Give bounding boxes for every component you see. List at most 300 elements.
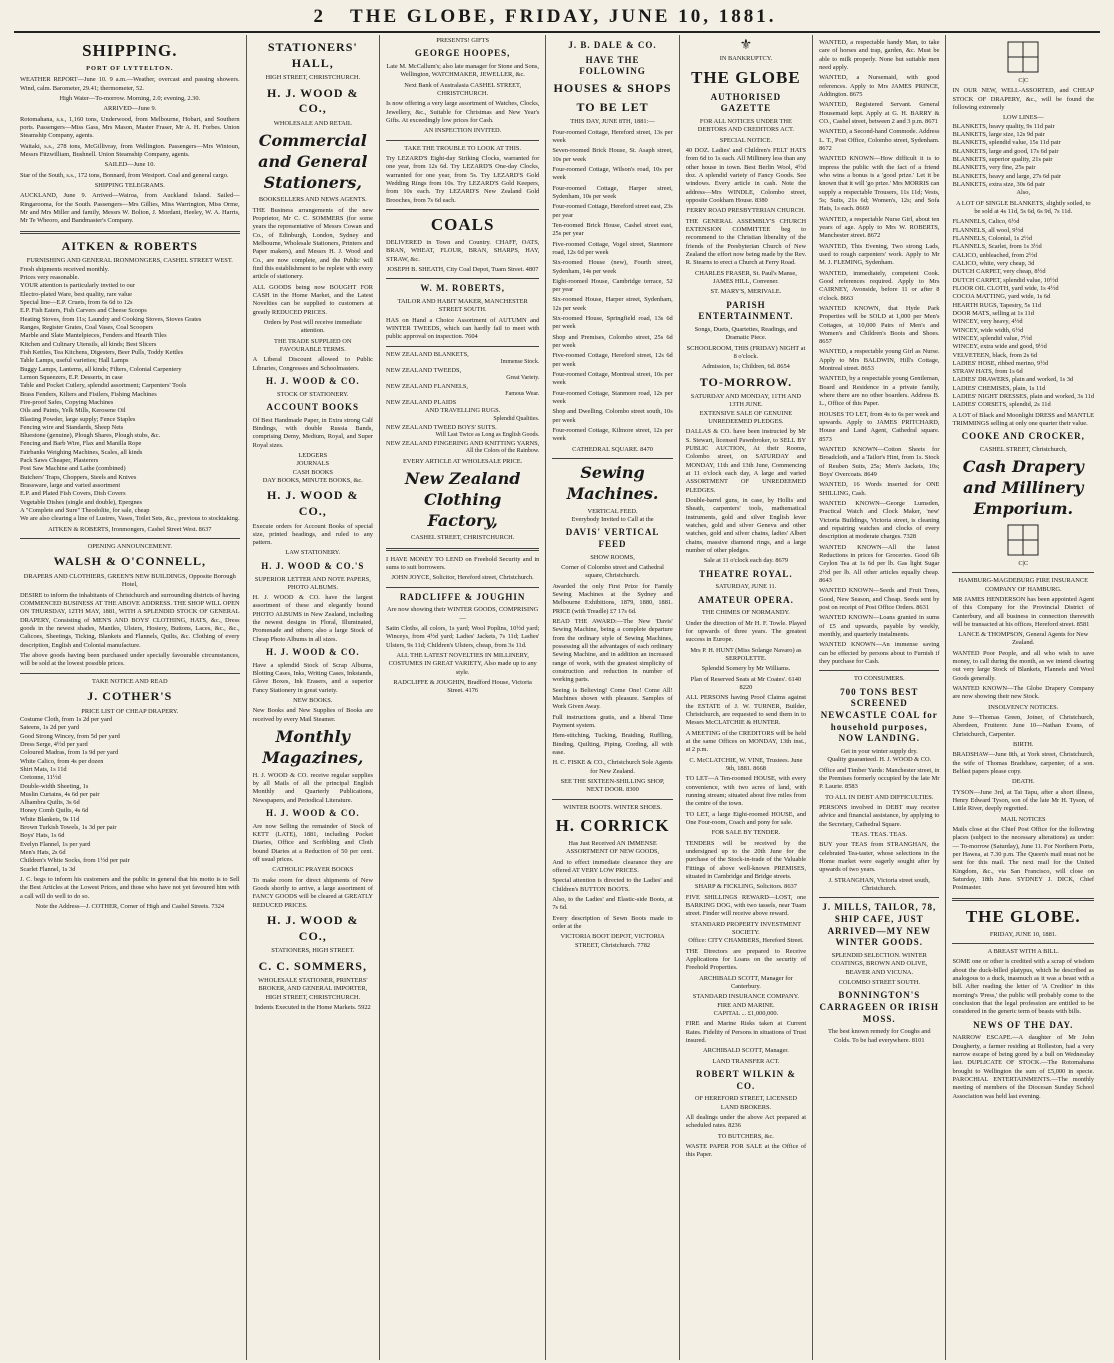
to-let-1: TO LET—A Ten-roomed HOUSE, with every convenience, with two acres of land, with running stream; situated about five miles from the centre of the town. (685, 775, 807, 808)
cother-line: Boys' Hats, 1s 6d (20, 832, 65, 840)
price-line: LADIES' HOSE, ribbed merino, 9½d (952, 359, 1049, 367)
price-line: FLANNELS, Scarlet, from 1s 3½d (952, 243, 1042, 251)
price-line: FLANNELS, Colonial, 1s 2½d (952, 234, 1032, 242)
cother-line: Evelyn Flannel, 1s per yard (20, 840, 91, 848)
mills-body: SPLENDID SELECTION. WINTER COATINGS, BROWN AND OLIVE, BEAVER AND VICUNA. (831, 952, 928, 976)
classified-ad: WANTED KNOWN, that Hyde Park Properties will be SOLD at 1,000 per Men's Cottages, at 10,000 Pairs of Men's and Women's and Children's Boots and Shoes. 8657 (819, 304, 940, 346)
account-body: Of Best Handmade Paper, in Extra strong Calf Bindings, with double Russia Bands, comprising Demy, Medium, Royal, and Super Royal sizes. (252, 416, 373, 449)
notices: FOR ALL NOTICES UNDER THE DEBTORS AND CREDITORS ACT. (697, 117, 795, 134)
column-4 (546, 35, 679, 1360)
stock-heading: STOCK OF STATIONERY. (277, 390, 349, 398)
cooke-sub: CASHEL STREET, Christchurch, (979, 446, 1067, 454)
classified-ad: WANTED, This Evening, Two strong Lads, used to rough carpenters' work. Apply to Mr M. J. FLEMING, Sydenham. (819, 242, 940, 267)
price-line: WINCEY, extra wide and good, 9½d (952, 343, 1047, 351)
davis-award: READ THE AWARD:—The New 'Davis' Sewing Machine, being a complete departure from the ordinary style of Sewing Machines, possessing all the advantages of each ordinary Sewing Machine, and in addition an increased range of work, with the greatest simplicity of construction and reduction in number of working parts. (552, 617, 673, 684)
aitken-heading: AITKEN & ROBERTS (61, 238, 198, 253)
nz-boys: NEW ZEALAND TWEED BOYS' SUITS. (385, 423, 497, 431)
lance-sign: LANCE & THOMPSON, General Agents for New Zealand. (958, 631, 1089, 647)
globe-heading: THE GLOBE (691, 67, 801, 87)
bonnington-heading: BONNINGTON'S CARRAGEEN OR IRISH MOSS. (819, 990, 940, 1024)
aitken-line: Kitchen and Culinary Utensils, all kinds; Best Slicers (20, 340, 157, 348)
house-item: Five-roomed Cottage, Vogel street, Stanmore road, 12s 6d per week (552, 240, 673, 256)
wood-body-6: Are now Selling the remainder of Stock of KETT (LATE), 1881, including Pocket Diaries, Office and Scribbling and Cloth bound Diaries at a Reduction of 50 per cent. off usual prices. (252, 822, 373, 864)
house-item: Four-roomed Cottage, Hereford street, 13s per week (552, 128, 673, 144)
this-day: THIS DAY, JUNE 8TH, 1881:— (570, 118, 655, 126)
wood-heading-5: H. J. WOOD & CO. (265, 647, 360, 658)
arrived-1: Rotomahana, s.s., 1,160 tons, Underwood, from Melbourne, Hobart, and Southern ports. Passengers—Miss Gass, Mrs Mason, Master Fraser, Mr A. H. Forbes. Union Steamship Company, agents. (20, 115, 240, 140)
fiske-sign: H. C. FISKE & CO., Christchurch Sole Agents for New Zealand. (552, 759, 673, 775)
aitken-footer: AITKEN & ROBERTS, Ironmongers, Cashel Street West. 8637 (48, 525, 212, 533)
globe-editorial: THE GLOBE. (965, 906, 1081, 926)
price-line: BLANKETS, large and good, 17s 6d pair (952, 147, 1059, 155)
stationers-hall: STATIONERS' HALL, (267, 40, 358, 70)
classified-ad: WANTED, a respectable Nurse Girl, about ten years of age. Apply to Mrs W. ROBERTS, Manchester street. 8672 (819, 215, 940, 240)
new-stock-intro: IN OUR NEW, WELL-ASSORTED, and CHEAP STOCK OF DRAPERY, &c., will be found the following extremely (952, 87, 1095, 111)
price-line: FLANNELS, all wool, 9½d (952, 226, 1024, 234)
price-line: BLANKETS, very fine, 25s pair (952, 164, 1036, 172)
hoopes-inspect: AN INSPECTION INVITED. (424, 127, 502, 135)
sommers-sub: WHOLESALE STATIONER, PRINTERS' BROKER, AND GENERAL IMPORTER, HIGH STREET, CHRISTCHURCH. (258, 977, 368, 1001)
house-item: Four-roomed Cottage, Wilson's road, 10s per week (552, 165, 673, 182)
cother-footer: J. C. begs to inform his customers and the public in general that his motto is to Sell the Best Articles at the Lowest Prices, and those who have not yet favoured him with a call will do well to do so. (20, 876, 240, 900)
teas-body: BUY your TEAS from STRANGHAN, the celebrated Tea-taster, whose selections in the Home market were eagerly sought after by upwards of two years. (819, 841, 940, 874)
news-heading: NEWS OF THE DAY. (973, 1019, 1074, 1030)
mail-heading: MAIL NOTICES (1000, 815, 1046, 823)
factory-sub: CASHEL STREET, CHRISTCHURCH. (410, 534, 515, 542)
nz-yarns-note: All the Colors of the Rainbow. (465, 447, 540, 454)
price-line: DOOR MATS, selling at 1s 11d (952, 309, 1034, 317)
aitken-line: Fish Kettles, Tea Kitchens, Digesters, Beer Pulls, Toddy Kettles (20, 348, 184, 356)
walsh-body: DESIRE to inform the inhabitants of Christchurch and surrounding districts of having COMMENCED BUSINESS AT THE ABOVE ADDRESS. THE SHOP WILL OPEN ON THURSDAY, 12TH MAY, 1881, WITH A SPLENDID STOCK OF GENERAL DRAPERY, Consisting of MEN'S AND BOYS' CLOTHING, HATS, &c., Dress goods in the newest shades, Mantles, Ulsters, Hosiery, Buttons, Laces, &c., &c., Calicoes, Sheetings, Ticking, Blankets and Flannels, Quilts, &c. Clothing of every description, English and Colonial manufacture. (20, 591, 240, 649)
wanted-globe: WANTED KNOWN—The Globe Drapery Company are now showing their new Stock. (952, 685, 1095, 701)
weather-report: WEATHER REPORT—June 10. 9 a.m.—Weather, overcast and passing showers. Wind, calm. Barometer, 29.41; thermometer, 52. (20, 76, 240, 92)
amateur-opera: AMATEUR OPERA. (697, 594, 794, 605)
wood-heading-6: H. J. WOOD & CO. (265, 808, 360, 819)
aitken-line: Blasting Powder, large supply; Fence Staples (20, 415, 136, 423)
price-line: CALICO, unbleached, from 2½d (952, 251, 1037, 259)
davis-addr: Corner of Colombo street and Cathedral square, Christchurch. (561, 564, 664, 580)
photo-body: H. J. WOOD & CO. have the largest assortment of these and elegantly bound PHOTO ALBUMS in New Zealand, including the newest designs in Floral, Illuminated, Promenade and others; also a large Stock of Cheap Photo Albums in all sizes. (252, 594, 373, 643)
blankets-list (952, 123, 1094, 190)
money-sign: JOHN JOYCE, Solicitor, Hereford street, Christchurch. (391, 574, 534, 582)
column-3 (380, 35, 546, 1360)
house-item: Six-roomed House, Springfield road, 13s 6d per week (552, 315, 673, 331)
cother-line: Good Strong Wincey, from 5d per yard (20, 732, 120, 740)
parish-body: Songs, Duets, Quartettes, Readings, and Dramatic Piece. (694, 325, 798, 342)
cother-line: Scarlet Flannel, 1s 3d (20, 865, 76, 873)
special-notice: SPECIAL NOTICE. (719, 136, 773, 144)
price-line: COCOA MATTING, yard wide, 1s 6d (952, 293, 1051, 301)
hamburg-body: MR JAMES HENDERSON has been appointed Agent of this Company for the Provincial District of Canterbury, and all business in connection therewith will be transacted at his offices, Hereford street. 8581 (952, 595, 1095, 628)
death-heading: DEATH. (1011, 778, 1035, 786)
aitken-line: Bluestone (genuine), Plough Shares, Plough stubs, &c. (20, 432, 161, 440)
teas-heading: TEAS. TEAS. TEAS. (851, 831, 908, 839)
cother-line: Sateens, 1s 2d per yard (20, 724, 80, 732)
aitken-line: Fairbanks Weighing Machines, Scales, all kinds (20, 448, 143, 456)
aitken-line: Buggy Lamps, Lanterns, all kinds; Filters, Colonial Carpentery (20, 365, 182, 373)
wood-body-3: Execute orders for Account Books of special size, printed headings, and ruled to any pattern. (252, 522, 373, 547)
cc-logo-icon (1007, 524, 1039, 556)
davis-heading: DAVIS' VERTICAL FEED (565, 527, 660, 549)
letter-papers: SUPERIOR LETTER AND NOTE PAPERS, (254, 575, 371, 583)
cother-line: Costume Cloth, from 1s 2d per yard (20, 715, 113, 723)
dallas-foot: Sale at 11 o'clock each day. 8679 (703, 557, 789, 565)
column-1 (14, 35, 247, 1360)
vertical-feed: VERTICAL FEED. (587, 507, 638, 515)
aitken-line: Fencing and Barb Wire, Flax and Manilla Rope (20, 440, 142, 448)
debt-body: PERSONS involved in DEBT may receive advice and financial assistance, by applying to the Secretary, Cathedral Square. (819, 804, 940, 828)
price-line: HEARTH RUGS, Tapestry, 5s 11d (952, 301, 1042, 309)
have-following: HAVE THE FOLLOWING (579, 54, 646, 77)
house-item: Four-roomed Cottage, Montreal street, 10s per week (552, 371, 673, 387)
stationers-addr: HIGH STREET, CHRISTCHURCH. (265, 74, 361, 82)
new-books: NEW BOOKS. (293, 697, 333, 705)
crest-icon: ⚜ (739, 38, 753, 53)
cother-notice: TAKE NOTICE AND READ (91, 677, 168, 685)
aitken-line: Heating Stoves, from 11s; Laundry and Cooking Stoves, Stoves Grates (20, 315, 202, 323)
presents: PRESENTS! GIFTS (436, 37, 490, 44)
wood-sub: WHOLESALE AND RETAIL (273, 119, 352, 127)
price-line: BLANKETS, splendid value, 15s 11d pair (952, 139, 1061, 147)
dallas-body: DALLAS & CO. have been instructed by Mr S. Stewart, licensed Pawnbroker, to SELL BY PUBLIC AUCTION, At their Rooms, Colombo street, on SATURDAY and MONDAY, 11th and 13th June, Commencing at 11 o'clock each day, A large and varied ASSORTMENT OF UNREDEEMED PLEDGES. (685, 428, 807, 494)
corrick-body: And to effect immediate clearance they are offered AT VERY LOW PRICES. (552, 858, 673, 874)
schoolroom: SCHOOLROOM, THIS (FRIDAY) NIGHT at 8 o'clock. (686, 344, 806, 360)
aitken-line: Fresh shipments received monthly. (20, 265, 110, 273)
price-line: LADIES' NIGHT DRESSES, plain and worked, 3s 11d (952, 393, 1095, 401)
invited: Everybody Invited to Call at the (571, 515, 654, 523)
arrived-2: Waitaki, s.s., 278 tons, McGillivray, from Wellington. Passengers—Mrs Wintoun, Messrs Fitzwilliam, Bushnell. Union Steamship Company, agents. (20, 142, 240, 159)
new-books-body: New Books and New Supplies of Books are received by every Mail Steamer. (252, 707, 373, 723)
fire-sign: ARCHIBALD SCOTT, Manager. (703, 1047, 789, 1055)
cother-sub: PRICE LIST OF CHEAP DRAPERY. (81, 707, 179, 715)
debt-heading: TO ALL IN DEBT AND DIFFICULTIES. (825, 793, 934, 801)
price-line: CALICO, white, very cheap, 3d (952, 259, 1035, 267)
wood-sub-7: STATIONERS, HIGH STREET. (271, 947, 355, 955)
davis-sub: SHOW ROOMS, (590, 553, 635, 561)
aitken-line: Post Saw Machine and Lathe (combined) (20, 465, 126, 473)
cother-line: Men's Hats, 2s 6d (20, 849, 66, 857)
price-line: LADIES' CHEMISES, plain, 1s 11d (952, 384, 1046, 392)
aitken-line: Butchers' Traps, Choppers, Steels and Knives (20, 473, 137, 481)
house-item: Seven-roomed Brick House, St. Asaph street, 10s per week (552, 147, 673, 163)
mrs-hunt: Mrs P. H. HUNT (Miss Solange Navaro) as SERPOLETTE. (690, 646, 802, 663)
telegrams: AUCKLAND, June 9. Arrived—Wairoa, from Auckland Island. Sailed—Ringarooma, for the South. Passengers—Mrs Gillies, Miss Warrington, Miss Orme, Mr and Mrs Miller and family, Messrs W. Bolton, J. Mordant, Heeley, W. A. Harris, Mr Te Wheoro, and Bandmaster's Company. (20, 192, 240, 225)
house-item: Shop and Premises, Colombo street, 25s 6d per week (552, 333, 673, 350)
corrick-repair: Every description of Sewn Boots made to order at the (552, 914, 673, 930)
cc-logo-icon (1007, 41, 1039, 73)
quality: Quality guaranteed. H. J. WOOD & CO. (827, 756, 932, 764)
page-number: 2 (313, 6, 327, 27)
dale-heading: J. B. DALE & CO. (568, 40, 657, 50)
theatre-date: SATURDAY, JUNE 11. (715, 583, 777, 591)
column-2 (247, 35, 380, 1360)
price-line: BLANKETS, heavy quality, 9s 11d pair (952, 122, 1055, 130)
plan: Plan of Reserved Seats at Mr Coates'. 6140 8220 (690, 675, 802, 692)
high-water: High Water—To-morrow. Morning, 2.0; evening, 2.30. (59, 95, 201, 103)
authorised-gazette: AUTHORISED GAZETTE (710, 91, 782, 114)
coals-body: DELIVERED in Town and Country. CHAFF, OATS, BRAN, WHEAT, FLOUR, BRAN, SHARPS, HAY, STRAW, &c. (385, 239, 540, 263)
chimes-body: Under the direction of Mr H. F. Towle. Played for upwards of three years. The greatest success in Europe. (685, 619, 807, 644)
classified-ad: WANTED, 16 Words inserted for ONE SHILLING, Cash. (819, 481, 940, 497)
meeting-notice: A MEETING of the CREDITORS will be held at the same Offices on MONDAY, 13th inst., at 2 p.m. (685, 729, 807, 754)
fire-body: FIRE and Marine Risks taken at Current Rates. Fidelity of Persons in situations of Trust insured. (685, 1020, 807, 1044)
wood-heading-4: H. J. WOOD & CO.'S (261, 560, 365, 571)
davis-list: Hem-stitching, Tucking, Braiding, Ruffling, Binding, Quilting, Piping, Cording, all with ease. (552, 732, 673, 756)
wood-discount: A Liberal Discount allowed to Public Libraries, Congresses and Schoolmasters. (252, 356, 373, 372)
cother-line: Children's White Socks, from 1½d per pair (20, 857, 130, 865)
cash-books: CASH BOOKS (292, 468, 333, 476)
low-lines: LOW LINES— (1002, 114, 1044, 122)
emporium: Cash Drapery and Millinery Emporium. (962, 457, 1084, 519)
column-5 (680, 35, 813, 1360)
classified-ad: WANTED, Registered Servant. General Housemaid kept. Apply at G. H. BARRY & CO., Cashel street, between 2 and 3 p.m. 8671 (819, 101, 940, 125)
house-item: Four-roomed Cottage, Kilmore street, 12s per week (552, 427, 673, 443)
tomorrow-heading: TO-MORROW. (699, 374, 793, 389)
nz-tweeds: NEW ZEALAND TWEEDS, (385, 366, 462, 374)
sewing-machines: Sewing Machines. (566, 463, 659, 503)
aitken-line: Fencing wire and Standards, Sheep Nets (20, 423, 124, 431)
cother-line: Muslin Curtains, 4s 6d per pair (20, 790, 100, 798)
wood-body-2: ALL GOODS being now BOUGHT FOR CASH in the Home Market, and the Latest Novelties can be supplied to customers at greatly REDUCED PRICES. (252, 283, 373, 316)
stranghan-sign: J. STRANGHAN, Victoria street south, Christchurch. (828, 876, 930, 892)
wood-heading-7: H. J. WOOD & CO., (267, 912, 359, 943)
walsh-sub: DRAPERS AND CLOTHIERS, GREEN'S NEW BUILDINGS, Opposite Borough Hotel, (23, 573, 236, 589)
day-books: DAY BOOKS, MINUTE BOOKS, &c. (262, 476, 363, 484)
trimmings: A LOT of Black and Moonlight DRESS and MANTLE TRIMMINGS selling at only one quarter their value. (952, 411, 1095, 428)
prayer-books: CATHOLIC PRAYER BOOKS (272, 866, 354, 874)
classified-ad: WANTED KNOWN—All the latest Reductions in prices for Groceries. Good 6lb Ceylon Tea at 1s 6d per lb. Gas light Sugar 2½d per lb. All other articles equally cheap. 8643 (819, 543, 940, 585)
classified-ad: WANTED, by a respectable young Gentleman, Board and Residence in a private family, where there are no other boarders. Address B. L., Office of this Paper. (819, 375, 940, 408)
stationers-script: Commercial and General Stationers, (258, 131, 368, 192)
price-line: WINCEY, splendid value, 7½d (952, 334, 1032, 342)
price-line: WINCEY, wide width, 6½d (952, 326, 1024, 334)
aitken-list (20, 266, 240, 524)
hoopes-addr: Next Bank of Australasia CASHEL STREET, CHRISTCHURCH. (404, 81, 522, 97)
davis-body: Awarded the only First Prize for Family Sewing Machines at the Sydney and Melbourne Exhibitions, 1879, 1880, 1881. PRICE (with Treadle) £7 17s 6d. (552, 582, 673, 615)
cother-list (20, 716, 240, 874)
aitken-line: We are also clearing a line of Lustres, Vases, Toilet Sets, &c., previous to stocktaking. (20, 515, 240, 523)
cother-line: Alhambra Quilts, 3s 6d (20, 799, 80, 807)
cother-line: White Calico, from 4s per dozen (20, 757, 104, 765)
aitken-line: E.P. Fish Eaters, Fish Carvers and Cheese Scoops (20, 307, 147, 315)
insolvency-heading: INSOLVENCY NOTICES. (988, 703, 1059, 711)
sale-tender: FOR SALE BY TENDER. (711, 829, 781, 837)
cother-line: Cretonne, 11½d (20, 774, 61, 782)
davis-seeing: Seeing is Believing! Come One! Come All! Machines shown with pleasure. Samples of Work Given Away. (552, 686, 673, 711)
house-item: Four-roomed Cottage, Harper street, Sydenham, 10s per week (552, 184, 673, 200)
to-be-let: TO BE LET (576, 99, 649, 114)
radcliffe-sub: Are now showing their WINTER GOODS, COMPRISING— (387, 606, 539, 622)
house-item: Five-roomed Cottage, Hereford street, 12s 6d per week (552, 352, 673, 368)
corrick-heading: H. CORRICK (555, 815, 670, 835)
house-item: Eight-roomed House, Cambridge terrace, 52 per year (552, 277, 673, 294)
house-item: Four-roomed Cottage, Hereford street east, 23s per year (552, 203, 673, 219)
to-let-2: TO LET, a large Eight-roomed HOUSE, and One Four-room, Coach and pony for sale. (685, 810, 807, 826)
cc-logo-text-2: C|C (1018, 559, 1029, 567)
classified-ad: HOUSES TO LET, from 4s to 6s per week and upwards. Apply to JAMES PRITCHARD, House and Land Agent, Cathedral square. 8573 (819, 410, 940, 443)
house-item: Six-roomed House (new), Fourth street, Sydenham, 14s per week (552, 259, 673, 275)
aitken-line: Marble and Slate Mantelpieces, Fenders and Hearth Tiles (20, 332, 167, 340)
classified-ad: WANTED KNOWN—Seeds and Fruit Trees, Good, New Season, and Cheap. Seeds sent by post on receipt of Post Office Orders. 8631 (819, 587, 940, 611)
birth-heading: BIRTH. (1013, 741, 1034, 749)
account-books: ACCOUNT BOOKS (266, 402, 360, 412)
aitken-line: YOUR attention is particularly invited to our (20, 282, 136, 290)
house-item: Shop and Dwelling, Colombo street south, 10s per week (552, 408, 673, 424)
house-item: Four-roomed Cottage, Stanmore road, 12s per week (552, 389, 673, 406)
aitken-line: Special line—E.P. Cruets, from 6s 6d to 12s (20, 298, 133, 306)
also: Also, (1016, 189, 1031, 197)
cother-line: Honey Comb Quilts, 4s 6d (20, 807, 89, 815)
classified-ad: WANTED KNOWN—An immense saving can be effected by persons about to Furnish if they purchase for Cash. (819, 641, 940, 665)
radcliffe-body: Satin Cloths, all colors, 1s yard; Wool Poplins, 10½d yard; Winceys, from 4½d yard; Ladies' Jackets, 7s 11d; Ladies' Ulsters, 9s 11d; Children's Ulsters, cheap, from 3s 11d. (385, 625, 540, 649)
wood-body-7: To make room for direct shipments of New Goods shortly to arrive, a large assortment of FANCY GOODS will be cleared at GREATLY REDUCED PRICES. (252, 876, 373, 909)
office-yards: Office and Timber Yards: Manchester street, in the Premises formerly occupied by the late Mr P. Laurie. 8583 (819, 766, 940, 791)
classified-ad: WANTED KNOWN—Loans granted in sums of £5 and upwards, payable by weekly, monthly, and quarterly instalments. (819, 614, 940, 638)
coal-700: 700 TONS BEST SCREENED NEWCASTLE COAL for household purposes, NOW LANDING. (820, 686, 938, 744)
walsh-heading: WALSH & O'CONNELL, (53, 554, 206, 569)
victoria-depot: VICTORIA BOOT DEPOT, VICTORIA STREET, Christchurch. 7782 (560, 933, 665, 949)
price-line: DUTCH CARPET, very cheap, 8½d (952, 268, 1046, 276)
arrived-heading: ARRIVED—June 9. (103, 105, 157, 113)
wood-trade: THE TRADE SUPPLIED ON FAVOURABLE TERMS. (274, 337, 352, 353)
aitken-line: Electro-plated Ware, best quality, rare value (20, 290, 132, 298)
classified-ad: WANTED, a Nursemaid, with good references. Apply to Mrs JAMES PRINCE, Addington. 8675 (819, 74, 940, 98)
nz-blankets-note: Immense Stock. (500, 359, 540, 365)
price-line: BLANKETS, large size, 12s 9d pair (952, 130, 1045, 138)
fire-marine: FIRE AND MARINE. (717, 1001, 775, 1009)
price-line: BLANKETS, superior quality, 21s pair (952, 155, 1053, 163)
sommers-heading: C. C. SOMMERS, (258, 958, 367, 973)
st-marys: ST. MARY'S, MERIVALE. (710, 288, 782, 296)
ferry-sign: CHARLES FRASER, St. Paul's Manse, JAMES HILL, Convener. (694, 269, 797, 285)
sale-sign: SHARP & FICKLING, Solicitors. 8637 (694, 883, 797, 891)
insurance-heading: STANDARD INSURANCE COMPANY. (692, 993, 799, 1001)
corrick-sub: Has Just Received AN IMMENSE ASSORTMENT OF NEW GOODS, (565, 839, 660, 856)
drapery-list (952, 218, 1094, 410)
monthly-body: H. J. WOOD & CO. receive regular supplies by all Mails of all the principal English Monthly and Quarterly Publications, Newspapers, and Periodical Literature. (252, 771, 373, 804)
radcliffe-sign: RADCLIFFE & JOUGHIN, Bradford House, Victoria Street. 4176 (393, 679, 532, 695)
price-line: WINCEY, very heavy, 4½d (952, 318, 1023, 326)
scenery: Splendid Scenery by Mr Williams. (701, 665, 791, 673)
admission: Admission, 1s; Children, 6d. 8654 (701, 363, 790, 371)
davis-full: Full instructions gratis, and a liberal Time Payment system. (552, 713, 673, 729)
lezard-body: Try LEZARD'S Eight-day Striking Clocks, warranted for one year, from 12s 6d. Try LEZARD'S One-day Clocks, warranted for one year, from 5s. Try LEZARD'S Gold Wedding Rings from 10s. Try LEZARD'S Gold Keepers, from 10s each. Try LEZARD'S New Zealand Gold Brooches, from 7s 6d each. (385, 154, 540, 204)
theatre-royal: THEATRE ROYAL. (699, 568, 793, 579)
wilkin-heading: ROBERT WILKIN & CO. (695, 1068, 796, 1091)
sale-body: TENDERS will be received by the undersigned up to the 20th June for the purchase of the Stock-in-trade of the Valuable Fittings of above well-known PREMISES, situated in Cambridge and Bridge streets. (685, 839, 807, 880)
telegrams-heading: SHIPPING TELEGRAMS. (94, 182, 165, 190)
standard-body: THE Directors are prepared to Receive Applications for Loans on the security of Freehold Properties. (685, 947, 807, 972)
wood-body-1: THE Business arrangements of the new Proprietor, Mr C. C. SOMMERS (for some years the representative of Messrs Cowan and Co., of Edinburgh, London, Sydney and Melbourne, Wholesale Stationers, Printers and Paper makers), and Messrs H. J. Wood and Co., are now complete, and the Public will find this establishment to be replete with every article of stationery. (252, 206, 373, 281)
factory-heading: New Zealand Clothing Factory, (404, 469, 521, 530)
news-body: NARROW ESCAPE.—A daughter of Mr John Dougherty, a farmer residing at Rolleston, had a very narrow escape of being gored by a bull on Wednesday last. DUPLICATE OF STOCK.—The Rotomahana brought to Wellington the sum of £5,000 in specie. PAROCHIAL ENTERTAINMENTS.—The monthly meeting of members of the Diocesan Sunday School Association was held last evening. (952, 1034, 1095, 1100)
wood-orders: Orders by Post will receive immediate attention. (263, 319, 362, 335)
winter-boots: WINTER BOOTS. WINTER SHOES. (563, 803, 662, 811)
cc-logo-text: C|C (1018, 77, 1029, 84)
land-transfer: LAND TRANSFER ACT. (712, 1057, 780, 1065)
hoopes-heading: GEORGE HOOPES, (414, 48, 511, 59)
mills-heading: J. MILLS, TAILOR, 78, SHIP CAFE, JUST ARRIVED—MY NEW WINTER GOODS. (822, 902, 937, 948)
wilkin-body: All dealings under the above Act prepared at scheduled rates. 8236 (685, 1113, 807, 1130)
radcliffe-heading: RADCLIFFE & JOUGHIN (399, 591, 526, 602)
classified-ad: WANTED KNOWN—Cotton Sheets for Broadcloth, and a Tailor's Hint, from 1s. Stock of Reuben Suits, 25s; Men's Jackets, 10s; Boys' Overcoats. 8649 (819, 446, 940, 479)
roberts-heading: W. M. ROBERTS, (420, 283, 505, 294)
classified-ad: WANTED KNOWN—George Lumsden, Practical Watch and Clock Maker, 'new' Victoria Buildings, Victoria street, is cleaning and repairing watches and clocks of every description at moderate charges. 7328 (819, 500, 940, 541)
wood-heading-3: H. J. WOOD & CO., (267, 488, 359, 518)
wood-heading: H. J. WOOD & CO., (267, 85, 359, 116)
aitken-line: Oils and Paints, Yelk Mills, Kerosene Oil (20, 407, 126, 415)
reward-notice: FIVE SHILLINGS REWARD—LOST, one BARKING DOG, with two tassels, near Tuam street. Finder will receive above reward. (685, 893, 807, 918)
ledgers: LEDGERS (298, 452, 328, 459)
single-blankets: A LOT OF SINGLE BLANKETS, slightly soiled, to be sold at 4s 11d, 5s 6d, 6s 9d, 7s 11d. (955, 199, 1091, 215)
special-body: 40 DOZ. Ladies' and Children's FELT HATS from 6d to 1s each. All Millinery less than any other house in town. Best Berlin Wool, 4½d doz. A splendid variety of Fancy Goods. See windows. Every article in cash. Note the address—Mrs WINDLE, Colombo street, opposite Cookham House. 8380 (685, 146, 807, 204)
cother-line: Shirt Mats, 1s 11d (20, 765, 67, 773)
shipping-sub: PORT OF LYTTELTON. (86, 65, 174, 73)
ferry-body: THE GENERAL ASSEMBLY'S CHURCH EXTENSION COMMITTEE beg to recommend to the Christian liberality of the friends of the Presbyterian Church of New Zealand the effort now being made by the Rev. R. Stearns to erect a Church at Ferry Road. (685, 217, 807, 267)
every-article: EVERY ARTICLE AT WHOLESALE PRICE. (402, 457, 523, 465)
cother-sign: Note the Address—J. COTHER, Corner of High and Cashel Streets. 7324 (35, 903, 225, 911)
bill-heading: A BREAST WITH A BILL. (987, 948, 1059, 956)
price-line: LADIES' CORSETS, splendid, 2s 11d (952, 401, 1051, 409)
price-line: DUTCH CARPET, splendid value, 10½d (952, 276, 1058, 284)
radcliffe-millinery: ALL THE LATEST NOVELTIES IN MILLINERY, COSTUMES IN GREAT VARIETY, Also made up to any style. (388, 652, 537, 676)
saturday-monday: SATURDAY AND MONDAY, 11TH AND 13TH JUNE. (690, 393, 802, 409)
cother-line: White Blankets, 9s 11d (20, 815, 80, 823)
standard-heading: STANDARD PROPERTY INVESTMENT SOCIETY. (690, 920, 802, 936)
winter-supply: Get in your winter supply dry. (840, 748, 918, 756)
wood-heading-2: H. J. WOOD & CO. (265, 375, 360, 386)
roberts-body: HAS on Hand a Choice Assortment of AUTUMN and WINTER TWEEDS, which can hardly fail to meet with public approval on inspection. 7604 (385, 316, 540, 341)
ferry-heading: FERRY ROAD PRESBYTERIAN CHURCH. (686, 207, 806, 215)
bill-body: SOME one or other is credited with a scrap of wisdom about the duck-billed platypus, which he described as analogous to a duck, inasmuch as it was a beast with a bill. After reading the letter of 'A Creditor' in this morning's 'Press,' the public will probably come to the conclusion that the legal profession are entitled to be considered in the generic term of beasts with bills. (952, 958, 1095, 1016)
sommers-indent: Indents Executed in the Home Markets. 5922 (254, 1004, 371, 1012)
photo-albums: PHOTO ALBUMS. (287, 583, 339, 591)
masthead-title: THE GLOBE, FRIDAY, JUNE 10, 1881. (350, 6, 777, 27)
aitken-line: Brassware, large and varied assortment (20, 482, 121, 490)
hamburg-heading: HAMBURG-MAGDEBURG FIRE INSURANCE COMPANY OF HAMBURG. (958, 577, 1089, 593)
nz-blankets: NEW ZEALAND BLANKETS, (385, 350, 469, 358)
nz-plaids-sub: AND TRAVELLING RUGS. (425, 407, 501, 415)
classified-ad: WANTED, a respectable handy Man, to take care of horses and trap, garden, &c. Must be able to milk properly. None but suitable men need apply. (819, 39, 940, 71)
cother-heading: J. COTHER'S (87, 688, 173, 703)
price-line: BLANKETS, heavy and large, 27s 6d pair (952, 172, 1061, 180)
waste-paper: WASTE PAPER FOR SALE at the Office of this Paper. (685, 1142, 807, 1159)
cother-line: Coloured Madras, from 1s 9d per yard (20, 749, 119, 757)
masthead (14, 6, 1100, 33)
aitken-line: Vegetable Dishes (single and double), Epergnes (20, 498, 142, 506)
extensive-sale: EXTENSIVE SALE OF GENUINE UNREDEEMED PLEDGES. (699, 409, 793, 426)
classified-ad: WANTED, a respectable young Girl as Nurse. Apply to Mrs BALDWIN, Hill's Cottage, Montreal street. 8653 (819, 348, 940, 373)
nz-flannels: NEW ZEALAND FLANNELS, (385, 382, 469, 390)
death-body: TYSON—June 3rd, at Tai Tapu, after a short illness, Henry Edward Tyson, son of the late Mr H. Tyson, of Little River, deeply regretted. (952, 788, 1095, 813)
price-line: BLANKETS, extra size, 30s 6d pair (952, 180, 1045, 188)
dallas-body-2: Double-barrel guns, in case, by Hollis and Sheath, carpenters' tools, mathematical instruments, gold and silver English lever watches, gold and silver Geneva and other watches, gold and silver chains, ladies' Albert chains, massive diamond rings, and a large number of other pledges. (685, 497, 807, 555)
birth-body: BRADSHAW—June 8th, at York street, Christchurch, the wife of Thomas Bradshaw, carpenter, of a son. Belfast papers please copy. (952, 751, 1095, 776)
monthly-magazines: Monthly Magazines, (262, 727, 364, 767)
insolvency-body: June 9—Thomas Green, Joiner, of Christchurch, Aberdeen, Fruiterer. June 10—Nathan Evans, of Christchurch, Carpenter. (952, 714, 1095, 738)
cother-line: Brown Turkish Towels, 1s 3d per pair (20, 824, 117, 832)
aitken-line: E.P. and Plated Fish Covers, Dish Covers (20, 490, 126, 498)
wood-body-5: Have a splendid Stock of Scrap Albums, Blotting Cases, Inks, Writing Cases, Inkstands, Glove Boxes, Ink Erasers, and a superior Fancy Stationery in great variety. (252, 661, 373, 694)
coals-heading: COALS (430, 214, 495, 234)
journals: JOURNALS (296, 460, 330, 468)
standard-sign: ARCHIBALD SCOTT, Manager for Canterbury. (699, 974, 793, 990)
parish-heading: PARISH ENTERTAINMENT. (698, 299, 794, 322)
classified-ad: WANTED, a Second-hand Commode. Address L. T., Post Office, Colombo street, Sydenham. 8672 (819, 128, 940, 152)
classified-ad: WANTED KNOWN—How difficult it is to impress the public with the fact of a friend who wins a bonus is a 'good prize.' Let it be known that it will 'go prize.' Mrs MORRIS can supply a respectable Trousers, 11s 11d; Vests, 5s; Suits, 21s 6d; Women's, 12s; and Sofa Hats, 1s each. 8669 (819, 155, 940, 213)
cother-line: Dress Serge, 4½d per yard (20, 740, 88, 748)
aitken-line: Prices very reasonable. (20, 273, 80, 281)
